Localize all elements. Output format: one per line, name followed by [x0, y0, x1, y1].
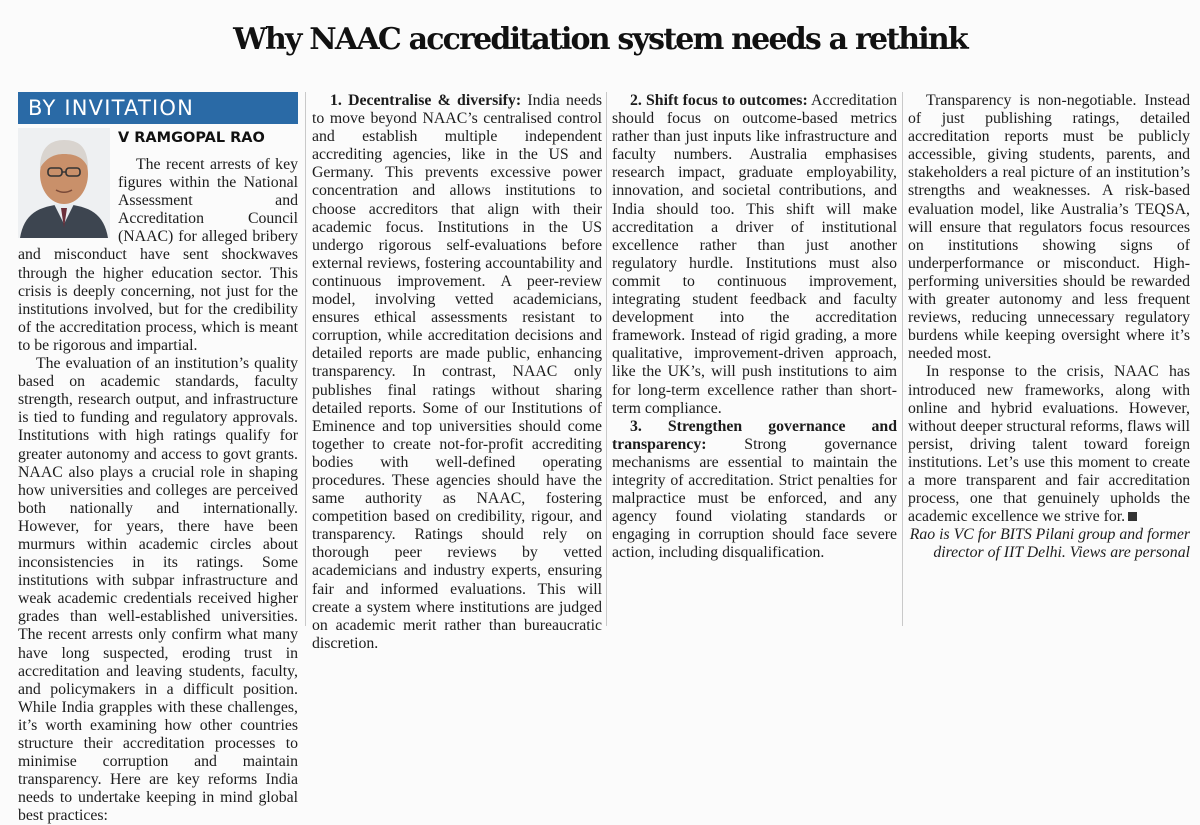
paragraph-text: Accreditation should focus on outcome-based metrics rather than just inputs like infrastructure and faculty numbers. Australia emphasises research impact, graduate employability, innovation, and societal contributions, and India should too. This shift will make accreditation a driver of institutional excellence rather than just another regulatory hurdle. Institutions must also commit to continuous improvement, integrating student feedback and faculty development into the accreditation framework. Instead of rigid grading, a more qualitative, improvement-driven approach, like the UK’s, will push institutions to aim for long-term excellence rather than short-term compliance. — [612, 92, 897, 417]
column-1 — [18, 92, 298, 825]
paragraph: The recent arrests of key figures within the National Assessment and Accreditation Council (NAAC) for alleged bribery and misconduct have sent shockwaves through the higher education sector. This crisis is deeply concerning, not just for the institutions involved, but for the credibility of the accreditation process, which is meant to be rigorous and impartial. — [18, 156, 298, 355]
column-3 — [612, 92, 897, 562]
subheading: 3. Strengthen governance and transparency: — [612, 418, 897, 453]
paragraph-text: India needs to move beyond NAAC’s centralised control and establish multiple independent accrediting agencies, like in the US and Germany. This prevents excessive power concentration and allows institutions to choose accreditors that align with their academic focus. Institutions in the US undergo rigorous self-evaluations before external reviews, fostering accountability and continuous improvement. A peer-review model, involving vetted academicians, ensures ethical assessments resistant to corruption, while accreditation decisions and detailed reports are made public, enhancing transparency. In contrast, NAAC only publishes final ratings without sharing detailed reports. Some of our Institutions of Eminence and top universities should come together to create not-for-profit accrediting bodies with well-defined operating procedures. These agencies should have the same authority as NAAC, fostering competition based on credibility, rigour, and transparency. Ratings should rely on thorough peer reviews by vetted academicians and industry experts, ensuring fair and informed evaluations. This will create a system where institutions are judged on academic merit rather than bureaucratic discretion. — [312, 92, 602, 652]
paragraph-text: Strong governance mechanisms are essential to maintain the integrity of accreditation. Strict penalties for malpractice must be enforced, and any agency found violating standards or engaging in corruption should face severe action, including disqualification. — [612, 436, 897, 562]
column-4 — [908, 92, 1190, 562]
column-divider — [902, 92, 903, 626]
author-byline: V RAMGOPAL RAO — [18, 128, 298, 148]
author-credit: Rao is VC for BITS Pilani group and former director of IIT Delhi. Views are personal — [908, 526, 1190, 562]
paragraph — [612, 92, 897, 418]
author-photo — [18, 128, 110, 238]
end-mark-icon — [1128, 512, 1137, 521]
paragraph — [612, 418, 897, 563]
column-divider — [305, 92, 306, 626]
column-2 — [312, 92, 602, 653]
paragraph-text: In response to the crisis, NAAC has introduced new frameworks, along with online and hybrid evaluations. However, without deeper structural reforms, flaws will persist, driving talent toward foreign institutions. Let’s use this moment to create a more transparent and fair accreditation process, one that genuinely upholds the academic excellence we strive for. — [908, 363, 1190, 525]
column-divider — [606, 92, 607, 626]
subheading: 1. Decentralise & diversify: — [330, 92, 521, 109]
paragraph: The evaluation of an institution’s quality based on academic standards, faculty strength, research output, and infrastructure is tied to funding and regulatory approvals. Institutions with high ratings qualify for greater autonomy and access to govt grants. NAAC also plays a crucial role in shaping how universities and colleges are perceived both nationally and internationally. However, for years, there have been murmurs within academic circles about inconsistencies in its ratings. Some institutions with subpar infrastructure and weak academic credentials received higher grades than well-established universities. The recent arrests only confirm what many have long suspected, eroding trust in accreditation and leaving students, faculty, and policymakers in a difficult position. While India grapples with these challenges, it’s worth examining how other countries structure their accreditation processes to minimise corruption and maintain transparency. Here are key reforms India needs to undertake keeping in mind global best practices: — [18, 355, 298, 825]
section-label: BY INVITATION — [18, 92, 298, 124]
paragraph — [908, 363, 1190, 526]
subheading: 2. Shift focus to outcomes: — [630, 92, 808, 109]
paragraph: Transparency is non-negotiable. Instead of just publishing ratings, detailed accreditation reports must be publicly accessible, giving students, parents, and stakeholders a real picture of an institution’s strengths and weaknesses. A risk-based evaluation model, like Australia’s TEQSA, will ensure that regulators focus resources on institutions showing signs of underperformance or misconduct. High-performing universities should be rewarded with greater autonomy and less frequent reviews, reducing unnecessary regulatory burdens while keeping oversight where it’s needed most. — [908, 92, 1190, 363]
headline: Why NAAC accreditation system needs a rethink — [0, 10, 1200, 70]
paragraph — [312, 92, 602, 653]
